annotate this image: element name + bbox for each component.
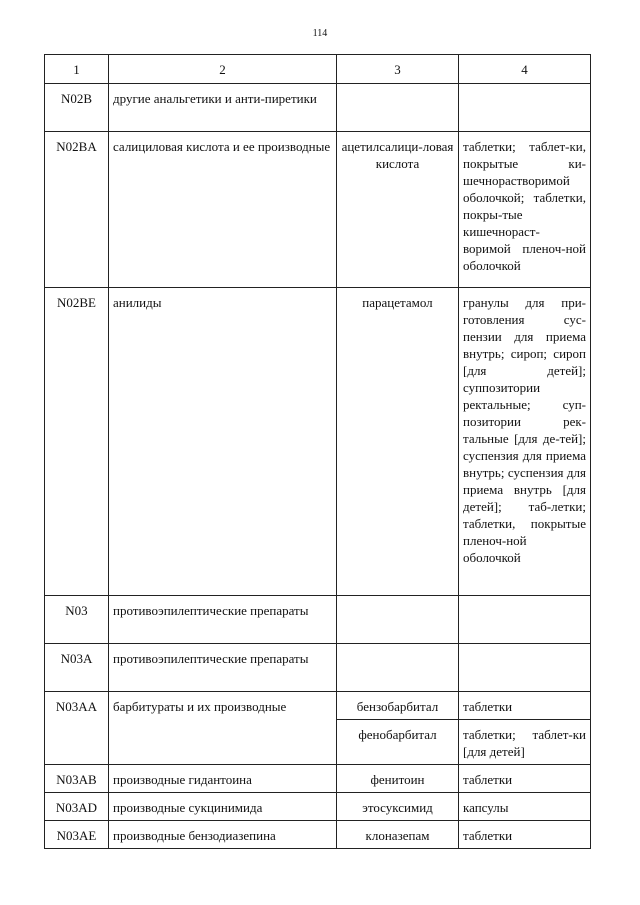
atc-code: N03 — [45, 596, 109, 644]
atc-code: N03AE — [45, 821, 109, 849]
drug-name: фенитоин — [337, 765, 459, 793]
dosage-form: таблетки; таблет-ки [для детей] — [459, 720, 591, 765]
drug-name: ацетилсалици-ловая кислота — [337, 132, 459, 288]
atc-code: N02BA — [45, 132, 109, 288]
header-col-1: 1 — [45, 55, 109, 84]
table-row — [45, 596, 591, 644]
dosage-form: таблетки — [459, 765, 591, 793]
dosage-form — [459, 596, 591, 644]
dosage-form: таблетки — [459, 692, 591, 720]
dosage-form — [459, 644, 591, 692]
drug-name: клоназепам — [337, 821, 459, 849]
atc-group-name: производные сукцинимида — [109, 793, 337, 821]
dosage-form: таблетки; таблет-ки, покрытые ки-шечнорастворимой оболочкой; таблетки, покры-тые кишечнораст-воримой пленоч-ной оболочкой — [459, 132, 591, 288]
atc-group-name: салициловая кислота и ее производные — [109, 132, 337, 288]
drug-name: этосуксимид — [337, 793, 459, 821]
atc-code: N03AA — [45, 692, 109, 765]
table-header-row — [45, 55, 591, 84]
dosage-form — [459, 84, 591, 132]
table-row — [45, 84, 591, 132]
dosage-form: гранулы для при-готовления сус-пензии для приема внутрь; сироп; сироп [для детей]; суппозитории ректальные; суп-позитории рек-тальные [для де-тей]; суспензия для приема внутрь; суспензия для приема внутрь [для детей]; таб-летки; таблетки, покрытые пленоч-ной оболочкой — [459, 288, 591, 596]
header-col-2: 2 — [109, 55, 337, 84]
drug-name — [337, 84, 459, 132]
table-row — [45, 793, 591, 821]
atc-group-name: барбитураты и их производные — [109, 692, 337, 765]
drug-name — [337, 644, 459, 692]
header-col-3: 3 — [337, 55, 459, 84]
atc-code: N02BE — [45, 288, 109, 596]
atc-group-name: анилиды — [109, 288, 337, 596]
atc-code: N03A — [45, 644, 109, 692]
atc-group-name: производные бензодиазепина — [109, 821, 337, 849]
atc-code: N03AB — [45, 765, 109, 793]
drug-name: парацетамол — [337, 288, 459, 596]
atc-group-name: противоэпилептические препараты — [109, 644, 337, 692]
drug-name — [337, 596, 459, 644]
atc-code: N03AD — [45, 793, 109, 821]
dosage-form: таблетки — [459, 821, 591, 849]
atc-group-name: противоэпилептические препараты — [109, 596, 337, 644]
header-col-4: 4 — [459, 55, 591, 84]
table-row — [45, 288, 591, 596]
table-row — [45, 821, 591, 849]
table-row — [45, 132, 591, 288]
drug-name: бензобарбитал — [337, 692, 459, 720]
table-row — [45, 692, 591, 720]
drug-name: фенобарбитал — [337, 720, 459, 765]
table-row — [45, 765, 591, 793]
dosage-form: капсулы — [459, 793, 591, 821]
atc-group-name: другие анальгетики и анти-пиретики — [109, 84, 337, 132]
table-row — [45, 644, 591, 692]
atc-group-name: производные гидантоина — [109, 765, 337, 793]
medication-table — [44, 54, 591, 849]
page-number: 114 — [312, 28, 328, 39]
atc-code: N02B — [45, 84, 109, 132]
